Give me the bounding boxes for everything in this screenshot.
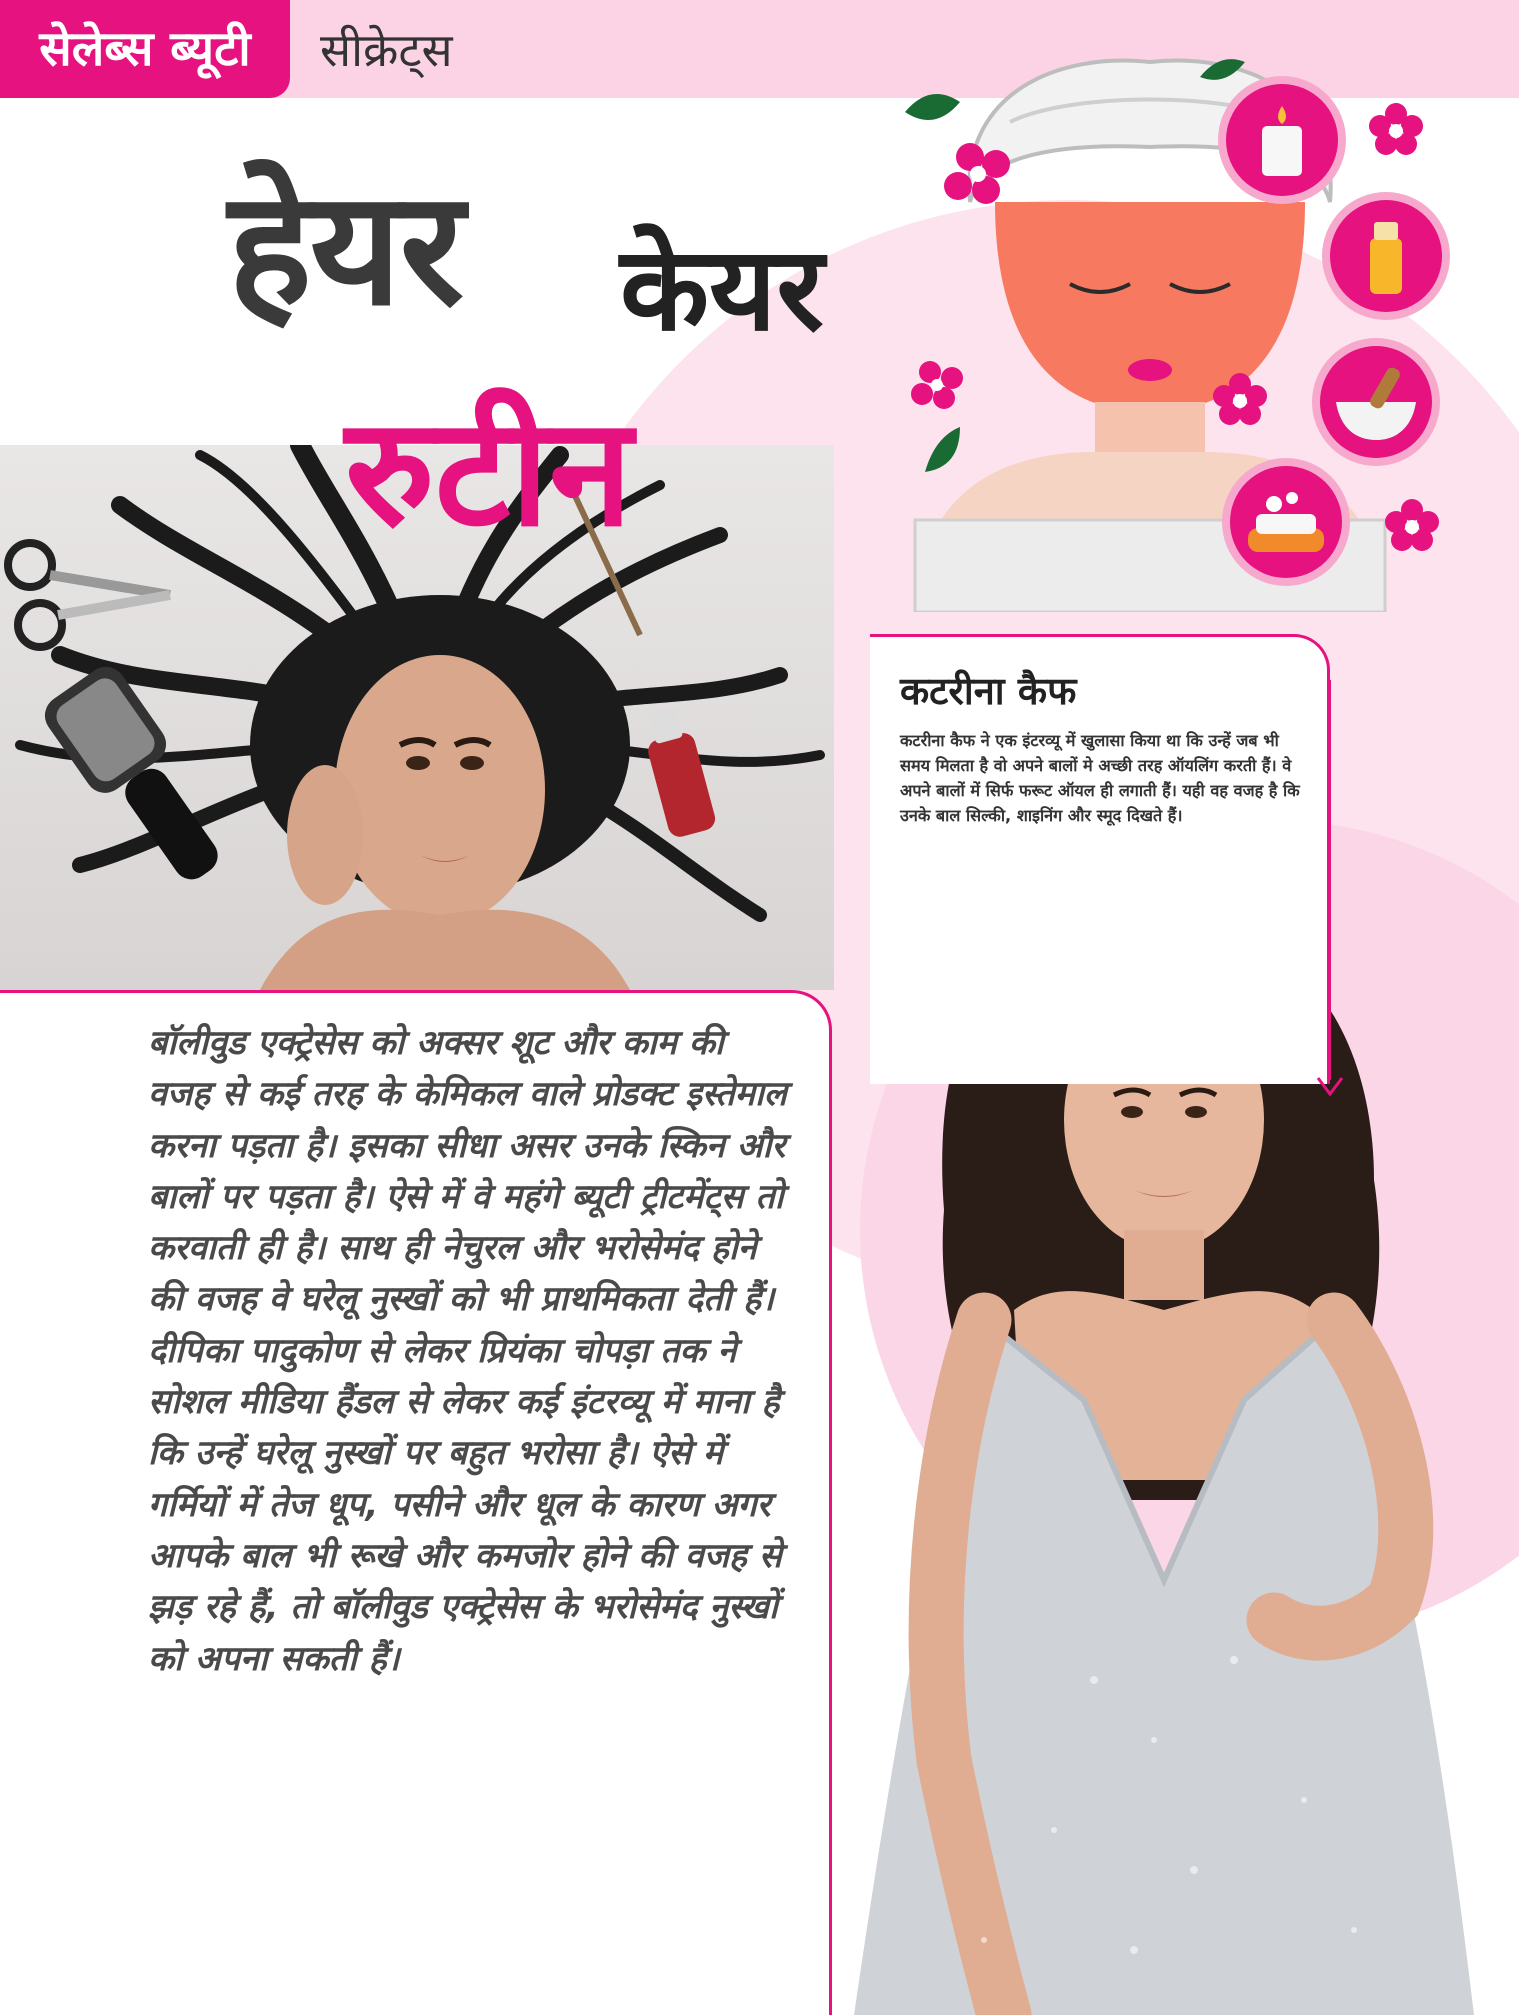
soap-icon [1230,466,1342,578]
shoulders [260,910,630,990]
arrow-down-icon [1316,1070,1344,1098]
flower-icon [944,143,1010,204]
spray-bottle-icon [638,703,717,839]
profile-text: कटरीना कैफ ने एक इंटरव्यू में खुलासा किया था कि उन्हें जब भी समय मिलता है वो अपने बालों मे अच्छी तरह ऑयलिंग करती हैं। वे अपने बालों में सिर्फ फरूट ऑयल ही लगाती हैं। यही वह वजह है कि उनके बाल सिल्की, शाइनिंग और स्मूद दिखते हैं। [900,731,1300,825]
flower-icon [1382,496,1442,556]
leaf-icon [925,427,960,472]
flower-icon [1366,100,1426,160]
headline-word-1: हेयर [228,157,463,341]
headline-word-2: केयर [620,222,824,357]
article-body: बॉलीवुड एक्ट्रेसेस को अक्सर शूट और काम की वजह से कई तरह के केमिकल वाले प्रोडक्ट इस्तेमाल करना पड़ता है। इसका सीधा असर उनके स्किन और बालों पर पड़ता है। ऐसे में वे महंगे ब्यूटी ट्रीटमेंट्स तो करवाती ही है। साथ ही नेचुरल और भरोसेमंद होने की वजह वे घरेलू नुस्खों को भी प्राथमिकता देती हैं। दीपिका पादुकोण से लेकर प्रियंका चोपड़ा तक ने सोशल मीडिया हैंडल से लेकर कई इंटरव्यू में माना है कि उन्हें घरेलू नुस्खों पर बहुत भरोसा है। ऐसे में गर्मियों में तेज धूप, पसीने और धूल के कारण अगर आपके बाल भी रूखे और कमजोर होने की वजह से झड़ रहे हैं, तो बॉलीवुड एक्ट्रेसेस के भरोसेमंद नुस्खों को अपना सकती हैं। [148,1023,787,1679]
mortar-circle [1320,346,1432,458]
flower-icon [1210,370,1270,430]
flower-icon [911,361,963,409]
oil-bottle-icon [1330,200,1442,312]
headline-word-3: रुटीन [345,386,633,560]
hand [287,765,363,905]
profile-connector-line [1328,680,1331,1080]
section-tag: सेलेब्स ब्यूटी [0,0,290,98]
oil-bottle-circle [1330,200,1442,312]
leaf-icon [905,94,960,120]
scissors-icon [8,543,170,647]
soap-circle [1230,466,1342,578]
profile-name: कटरीना कैफ [900,669,1077,713]
candle-icon [1226,84,1338,196]
mortar-pestle-icon [1320,346,1432,458]
section-subtitle: सीक्रेट्स [320,23,453,77]
face [335,655,545,925]
candle-circle [1226,84,1338,196]
